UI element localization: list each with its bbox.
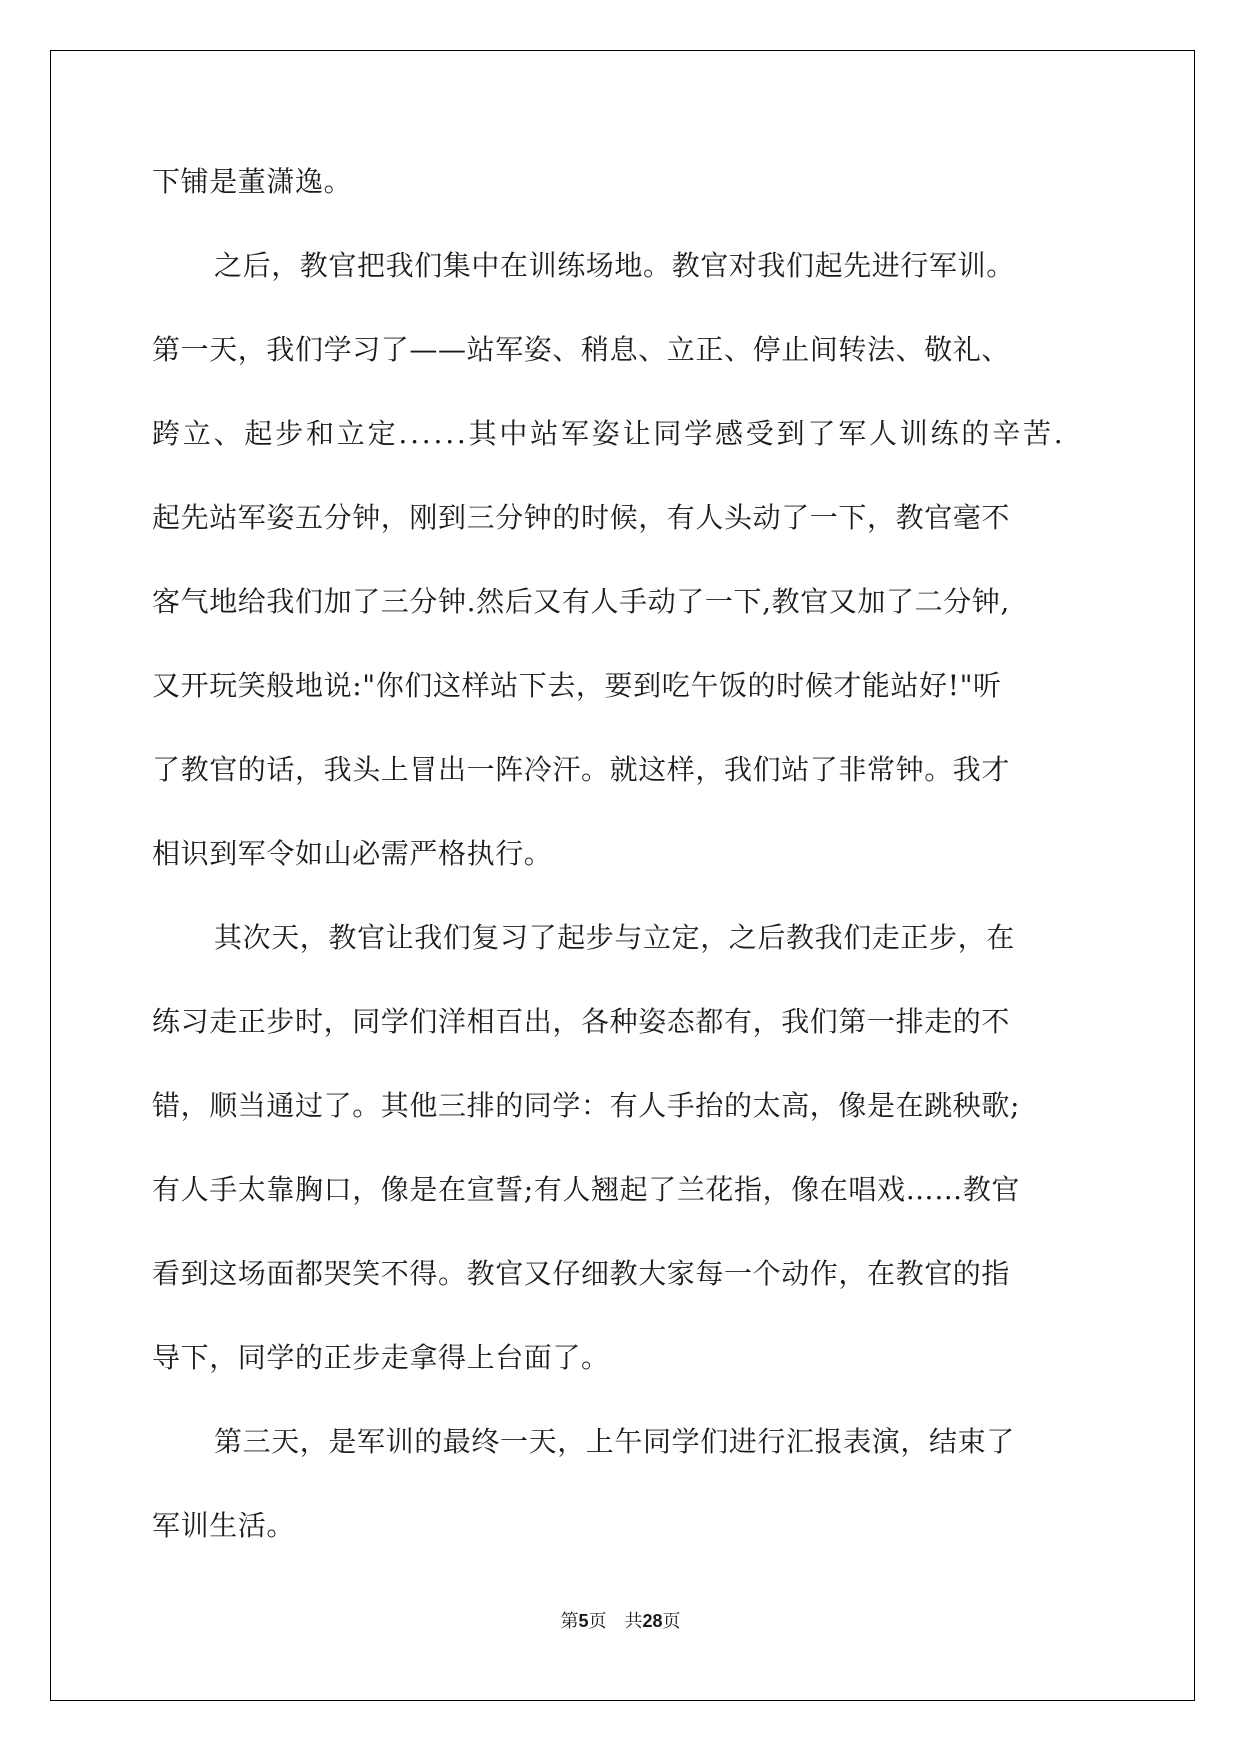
text-line: 下铺是董潇逸。 bbox=[152, 165, 353, 198]
text-line: 了教官的话，我头上冒出一阵冷汗。就这样，我们站了非常钟。我才 bbox=[152, 753, 1011, 786]
total-prefix: 共 bbox=[624, 1611, 643, 1632]
document-body bbox=[152, 166, 1092, 1594]
total-pages: 28 bbox=[642, 1611, 663, 1631]
page-prefix: 第 bbox=[560, 1611, 579, 1632]
text-line: 看到这场面都哭笑不得。教官又仔细教大家每一个动作，在教官的指 bbox=[152, 1257, 1011, 1290]
text-line: 客气地给我们加了三分钟.然后又有人手动了一下,教官又加了二分钟, bbox=[152, 585, 1010, 618]
text-line: 第一天，我们学习了——站军姿、稍息、立正、停止间转法、敬礼、 bbox=[152, 333, 1011, 366]
text-line: 练习走正步时，同学们洋相百出，各种姿态都有，我们第一排走的不 bbox=[152, 1005, 1011, 1038]
text-line: 起先站军姿五分钟，刚到三分钟的时候，有人头动了一下，教官毫不 bbox=[152, 501, 1011, 534]
text-line: 错，顺当通过了。其他三排的同学：有人手抬的太高，像是在跳秧歌; bbox=[152, 1089, 1021, 1122]
total-suffix: 页 bbox=[662, 1611, 681, 1632]
text-line: 导下，同学的正步走拿得上台面了。 bbox=[152, 1341, 610, 1374]
page-number: 5 bbox=[578, 1611, 589, 1631]
text-line: 军训生活。 bbox=[152, 1509, 296, 1542]
text-line: 相识到军令如山必需严格执行。 bbox=[152, 837, 553, 870]
paragraph-first-line: 其次天，教官让我们复习了起步与立定，之后教我们走正步，在 bbox=[214, 921, 1015, 954]
paragraph-first-line: 第三天，是军训的最终一天，上午同学们进行汇报表演，结束了 bbox=[214, 1425, 1015, 1458]
paragraph-first-line: 之后，教官把我们集中在训练场地。教官对我们起先进行军训。 bbox=[214, 249, 1015, 282]
page-footer bbox=[0, 1610, 1241, 1633]
text-line: 跨立、起步和立定......其中站军姿让同学感受到了军人训练的辛苦. bbox=[152, 417, 1066, 450]
text-line: 又开玩笑般地说:"你们这样站下去，要到吃午饭的时候才能站好!"听 bbox=[152, 669, 1002, 702]
page-suffix: 页 bbox=[588, 1611, 607, 1632]
text-line: 有人手太靠胸口，像是在宣誓;有人翘起了兰花指，像在唱戏……教官 bbox=[152, 1173, 1021, 1206]
